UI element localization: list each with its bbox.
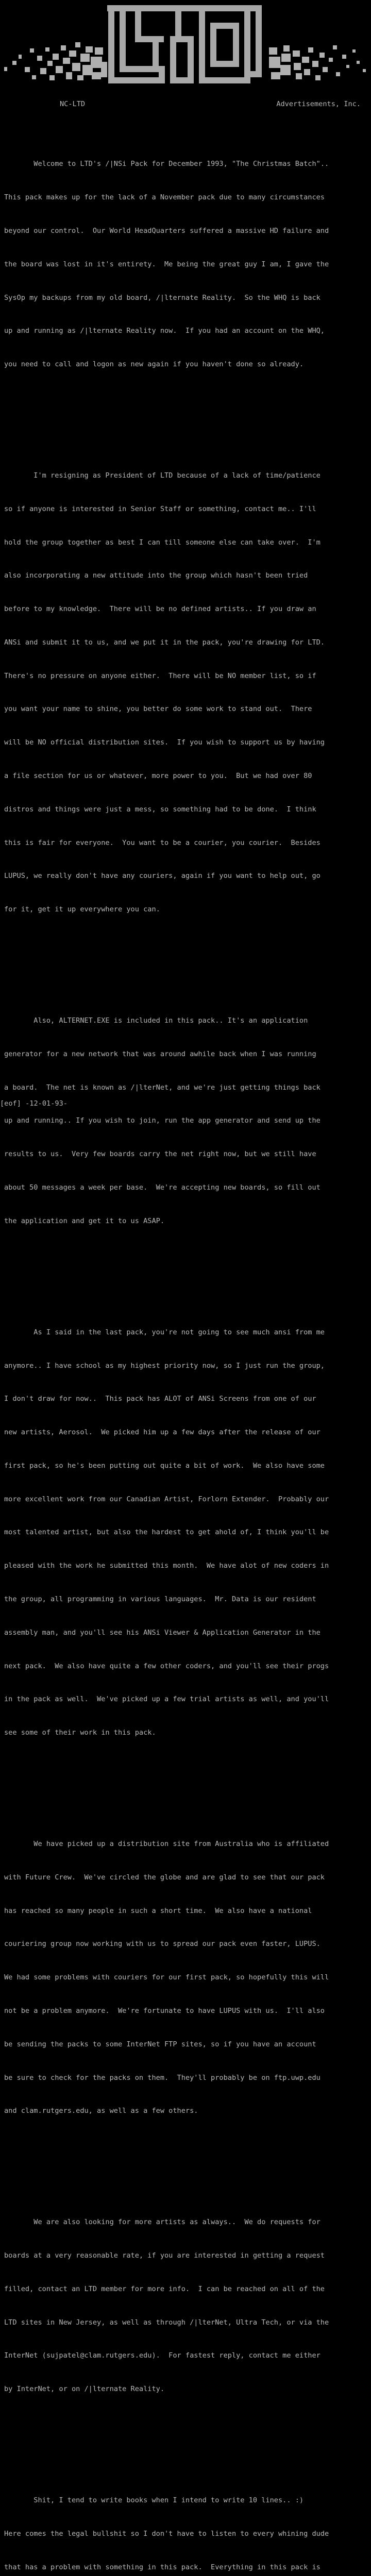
- text-line: next pack. We also have quite a few other coders, and you'll see their progs: [4, 1662, 329, 1670]
- text-line: up and running as /|lternate Reality now. If you had an account on the WHQ,: [4, 327, 325, 335]
- paragraph-distribution: [4, 1817, 368, 2139]
- text-line: most talented artist, but also the hardest to get ahold of, I think you'll be: [4, 1528, 329, 1537]
- text-line: results to us. Very few boards carry the net right now, but we still have: [4, 1150, 316, 1159]
- text-line: hold the group together as best I can till someone else can take over. I'm: [4, 538, 321, 547]
- text-line: This pack makes up for the lack of a November pack due to many circumstances: [4, 193, 325, 202]
- text-line: InterNet (sujpatel@clam.rutgers.edu). For fastest reply, contact me either: [4, 2351, 321, 2360]
- text-line: this is fair for everyone. You want to be a courier, you courier. Besides: [4, 838, 321, 847]
- pack-info-text: [4, 114, 368, 2576]
- text-line: assembly man, and you'll see his ANSi Viewer & Application Generator in the: [4, 1628, 321, 1637]
- text-line: a board. The net is known as /|lterNet, and we're just getting things back: [4, 1083, 321, 1092]
- text-line: I'm resigning as President of LTD because of a lack of time/patience: [4, 471, 321, 480]
- text-line: ANSi and submit it to us, and we put it in the pack, you're drawing for LTD.: [4, 638, 325, 647]
- paragraph-legal: [4, 2473, 368, 2576]
- text-line: by InterNet, or on /|lternate Reality.: [4, 2385, 164, 2394]
- text-line: you want your name to shine, you better do some work to stand out. There: [4, 705, 312, 714]
- text-line: with Future Crew. We've circled the globe and are glad to see that our pack: [4, 1873, 325, 1882]
- text-line: so if anyone is interested in Senior Staff or something, contact me.. I'll: [4, 504, 316, 513]
- text-line: new artists, Aerosol. We picked him up a few days after the release of our: [4, 1428, 321, 1437]
- advertisements-tag: Advertisements, Inc.: [276, 100, 361, 108]
- text-line: We had some problems with couriers for our first pack, so hopefully this will: [4, 1973, 329, 1982]
- text-line: generator for a new network that was around awhile back when I was running: [4, 1049, 316, 1058]
- text-line: pleased with the work he submitted this month. We have alot of new coders in: [4, 1562, 329, 1570]
- ltd-letters: [107, 5, 262, 83]
- text-line: LUPUS, we really don't have any couriers, again if you want to help out, go: [4, 872, 321, 880]
- text-line: that has a problem with something in this pack. Everything in this pack is: [4, 2563, 321, 2571]
- left-dither-pattern: [4, 42, 107, 80]
- text-line: SysOp my backups from my old board, /|lternate Reality. So the WHQ is back: [4, 293, 321, 302]
- text-line: Also, ALTERNET.EXE is included in this pack.. It's an application: [4, 1016, 308, 1025]
- text-line: be sure to check for the packs on them. They'll probably be on ftp.uwp.edu: [4, 2073, 321, 2082]
- text-line: There's no pressure on anyone either. There will be NO member list, so if: [4, 671, 316, 680]
- right-dither-pattern: [269, 45, 366, 80]
- text-line: about 50 messages a week per base. We're accepting new boards, so fill out: [4, 1183, 321, 1192]
- text-line: and clam.rutgers.edu, as well as a few others.: [4, 2107, 198, 2115]
- paragraph-alternet: [4, 993, 368, 1249]
- paragraph-requests: [4, 2195, 368, 2417]
- text-line: for it, get it up everywhere you can.: [4, 905, 160, 914]
- nc-ltd-tag: NC-LTD: [60, 100, 86, 108]
- text-line: be sending the packs to some InterNet FTP sites, so if you have an account: [4, 2040, 316, 2048]
- text-line: in the pack as well. We've picked up a few trial artists as well, and you'll: [4, 1695, 329, 1704]
- text-line: We are also looking for more artists as always.. We do requests for: [4, 2218, 321, 2227]
- text-line: a file section for us or whatever, more power to you. But we had over 80: [4, 772, 312, 781]
- text-line: will be NO official distribution sites. If you wish to support us by having: [4, 738, 325, 747]
- text-line: We have picked up a distribution site from Australia who is affiliated: [4, 1840, 329, 1849]
- ltd-logo: [0, 0, 371, 103]
- text-line: distros and things were just a mess, so something had to be done. I think: [4, 805, 316, 814]
- text-line: before to my knowledge. There will be no defined artists.. If you draw an: [4, 605, 316, 614]
- text-line: not be a problem anymore. We're fortunate to have LUPUS with us. I'll also: [4, 2006, 325, 2015]
- paragraph-artists: [4, 1305, 368, 1761]
- text-line: the group, all programming in various languages. Mr. Data is our resident: [4, 1595, 316, 1603]
- text-line: beyond our control. Our World HeadQuarters suffered a massive HD failure and: [4, 226, 329, 235]
- text-line: anymore.. I have school as my highest priority now, so I just run the group,: [4, 1361, 325, 1370]
- text-line: the application and get it to us ASAP.: [4, 1216, 164, 1225]
- text-line: Here comes the legal bullshit so I don't have to listen to every whining dude: [4, 2529, 329, 2538]
- eof-marker: [eof] -12-01-93-: [0, 1099, 68, 1108]
- text-line: Shit, I tend to write books when I intend to write 10 lines.. :): [4, 2496, 304, 2505]
- text-line: you need to call and logon as new again if you haven't done so already.: [4, 360, 304, 369]
- paragraph-welcome: [4, 137, 368, 393]
- text-line: has reached so many people in such a short time. We also have a national: [4, 1906, 312, 1915]
- text-line: also incorporating a new attitude into the group which hasn't been tried: [4, 571, 308, 580]
- text-line: filled, contact an LTD member for more info. I can be reached on all of the: [4, 2284, 325, 2293]
- text-line: more excellent work from our Canadian Artist, Forlorn Extender. Probably our: [4, 1495, 329, 1503]
- text-line: up and running.. If you wish to join, run the app generator and send up the: [4, 1116, 321, 1125]
- text-line: As I said in the last pack, you're not going to see much ansi from me: [4, 1328, 325, 1336]
- ltd-logo-art: [0, 0, 371, 103]
- text-line: I don't draw for now.. This pack has ALOT of ANSi Screens from one of our: [4, 1395, 316, 1403]
- text-line: LTD sites in New Jersey, as well as through /|lterNet, Ultra Tech, or via the: [4, 2318, 329, 2327]
- text-line: Welcome to LTD's /|NSi Pack for December 1993, "The Christmas Batch"..: [4, 160, 329, 168]
- text-line: first pack, so he's been putting out quite a bit of work. We also have some: [4, 1461, 325, 1470]
- text-line: the board was lost in it's entirety. Me being the great guy I am, I gave the: [4, 260, 329, 268]
- text-line: couriering group now working with us to spread our pack even faster, LUPUS.: [4, 1940, 321, 1948]
- text-line: boards at a very reasonable rate, if you are interested in getting a request: [4, 2251, 325, 2260]
- paragraph-resigning: [4, 448, 368, 938]
- text-line: see some of their work in this pack.: [4, 1728, 156, 1737]
